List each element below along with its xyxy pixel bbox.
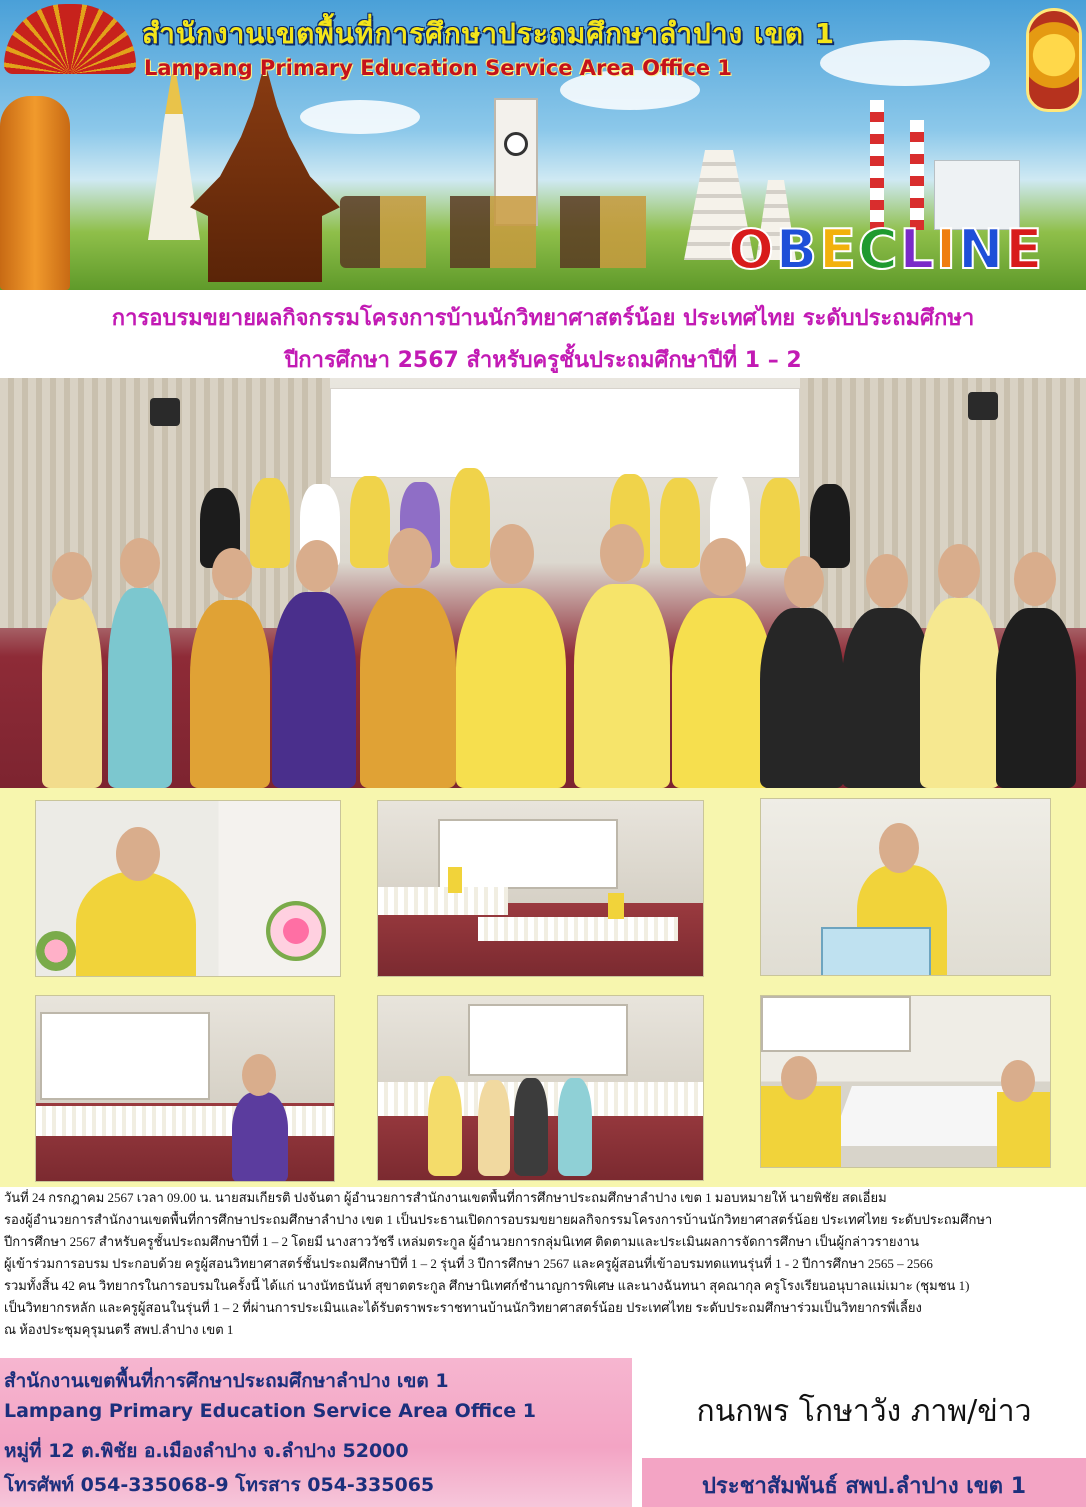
pr-banner [642,1458,1086,1507]
banner-title-thai: สำนักงานเขตพื้นที่การศึกษาประถมศึกษาลำปาง เขต 1 [142,17,836,50]
logo-letter: N [958,218,1006,281]
article-line: ปีการศึกษา 2567 สำหรับครูชั้นประถมศึกษาปีที่ 1 – 2 โดยมี นางสาววัชรี เหล่มตระกูล ผู้อำนวยการกลุ่มนิเทศ ติดตามและประเมินผลการจัดการศึกษา เป็นผู้กล่าวรายงาน [4,1234,920,1249]
footer-org-english: Lampang Primary Education Service Area Office 1 [4,1400,536,1422]
logo-letter: E [1005,218,1045,281]
headline-line-1: การอบรมขยายผลกิจกรรมโครงการบ้านนักวิทยาศาสตร์น้อย ประเทศไทย ระดับประถมศึกษา [111,306,975,331]
photo-speakers-standing [377,995,704,1181]
pagoda-graphic [148,60,200,240]
photo-news-credit: กนกพร โกษาวัง ภาพ/ข่าว [696,1394,1032,1429]
logo-letter: E [819,218,858,281]
logo-letter: L [899,218,937,281]
photo-meeting-room [377,800,704,977]
footer [0,1358,1086,1507]
article-line: ผู้เข้าร่วมการอบรม ประกอบด้วย ครูผู้สอนวิทยาศาสตร์ชั้นประถมศึกษาปีที่ 1 – 2 รุ่นที่ 3 ปีการศึกษา 2567 และครูผู้สอนที่เข้าอบรมทดแทนรุ่นที่ 1 - 2 ปีการศึกษา 2565 – 2566 [4,1256,933,1271]
footer-phone: โทรศัพท์ 054-335068-9 โทรสาร 054-335065 [4,1474,435,1496]
footer-credit-block [642,1358,1086,1507]
footer-contact-block [0,1358,632,1507]
logo-letter: C [857,218,900,281]
speaker-icon [968,392,998,420]
group-photo [0,378,1086,788]
article-line: รองผู้อำนวยการสำนักงานเขตพื้นที่การศึกษาประถมศึกษาลำปาง เขต 1 เป็นประธานเปิดการอบรมขยายผลกิจกรรมโครงการบ้านนักวิทยาศาสตร์น้อย ประเทศไทย ระดับประถมศึกษา [4,1212,993,1227]
monk-statue-graphic [0,96,70,290]
umbrella-graphic [4,4,136,74]
article-line: วันที่ 24 กรกฎาคม 2567 เวลา 09.00 น. นายสมเกียรติ ปงจันตา ผู้อำนวยการสำนักงานเขตพื้นที่การศึกษาประถมศึกษาลำปาง เขต 1 มอบหมายให้ นายพิชัย สดเอี่ยม [4,1190,887,1205]
banner-title-english: Lampang Primary Education Service Area Office 1 [144,56,732,80]
photo-podium-speaker [760,798,1051,976]
article-line: รวมทั้งสิ้น 42 คน วิทยากรในการอบรมในครั้งนี้ ได้แก่ นางนัทธนันท์ สุขาตตระกูล ศึกษานิเทศก์ชำนาญการพิเศษ และนางฉันทนา สุคณากุล ครูโรงเรียนอนุบาลแม่เมาะ (ชุมชน 1) [4,1278,970,1293]
photo-presenter-with-microphone [35,995,335,1182]
footer-address: หมู่ที่ 12 ต.พิชัย อ.เมืองลำปาง จ.ลำปาง 52000 [4,1440,409,1462]
speaker-icon [150,398,180,426]
participants-front-row [0,508,1086,788]
horse-cart-graphic [340,196,670,268]
news-headline [0,290,1086,378]
photo-opening-speech [35,800,341,977]
photo-group-activity [760,995,1051,1168]
news-article [0,1187,1086,1358]
ministry-emblem-icon [1026,8,1082,112]
headline-line-2: ปีการศึกษา 2567 สำหรับครูชั้นประถมศึกษาปีที่ 1 – 2 [284,348,802,373]
obecline-logo [728,218,1044,281]
header-banner [0,0,1086,290]
pr-label: ประชาสัมพันธ์ สพป.ลำปาง เขต 1 [701,1474,1027,1499]
power-plant-graphic [850,100,1020,230]
article-line: ณ ห้องประชุมคุรุมนตรี สพป.ลำปาง เขต 1 [4,1322,234,1337]
logo-letter: B [775,218,820,281]
logo-letter: I [936,218,959,281]
footer-org-thai: สำนักงานเขตพื้นที่การศึกษาประถมศึกษาลำปาง เขต 1 [4,1370,449,1392]
article-line: เป็นวิทยากรหลัก และครูผู้สอนในรุ่นที่ 1 – 2 ที่ผ่านการประเมินและได้รับตราพระราชทานบ้านนักวิทยาศาสตร์น้อย ประเทศไทย ระดับประถมศึกษาร่วมเป็นวิทยากรพี่เลี้ยง [4,1300,922,1315]
temple-graphic [190,62,340,282]
logo-letter: O [728,218,776,281]
